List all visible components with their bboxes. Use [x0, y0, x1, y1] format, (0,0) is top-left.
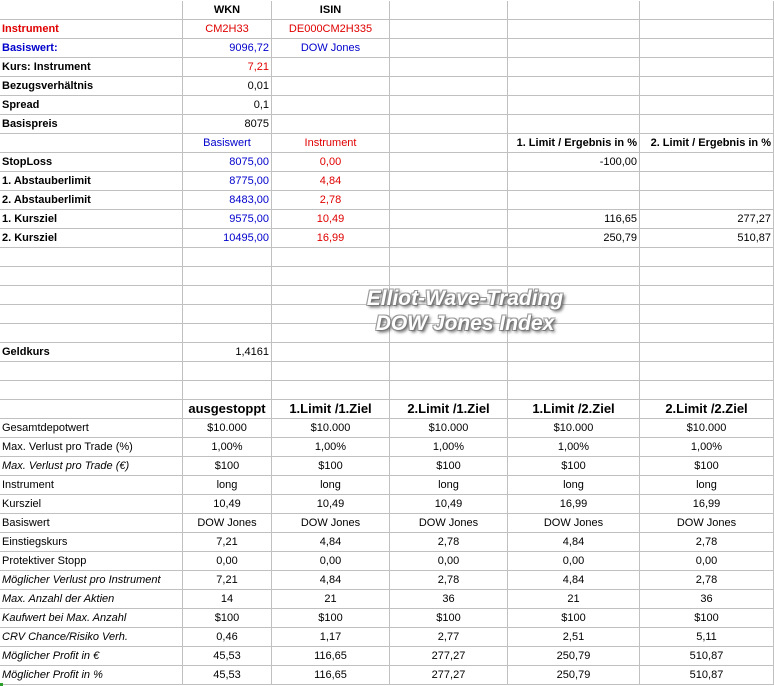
scenario-value[interactable]: 1,00% [390, 438, 508, 457]
empty-cell[interactable] [0, 362, 183, 381]
empty-cell[interactable] [272, 58, 390, 77]
scenario-row-label[interactable]: Protektiver Stopp [0, 552, 183, 571]
empty-cell[interactable] [508, 362, 640, 381]
scenario-value[interactable]: 21 [508, 590, 640, 609]
watermark-logo [320, 286, 610, 336]
scenario-value[interactable]: 510,87 [640, 666, 774, 685]
label-basispreis[interactable]: Basispreis [0, 115, 183, 134]
scenario-value[interactable]: 4,84 [272, 533, 390, 552]
levels-header-limit2[interactable]: 2. Limit / Ergebnis in % [640, 134, 774, 153]
level-limit1[interactable]: 116,65 [508, 210, 640, 229]
scenario-value[interactable]: long [390, 476, 508, 495]
empty-cell[interactable] [508, 39, 640, 58]
scenario-value[interactable]: $100 [183, 457, 272, 476]
value-instrument-isin[interactable]: DE000CM2H335 [272, 20, 390, 39]
level-label[interactable]: StopLoss [0, 153, 183, 172]
scenario-value[interactable]: $100 [508, 457, 640, 476]
scenario-header[interactable]: ausgestoppt [183, 400, 272, 419]
scenario-value[interactable]: $100 [390, 609, 508, 628]
scenario-row-label[interactable]: Möglicher Profit in € [0, 647, 183, 666]
scenario-value[interactable]: 0,46 [183, 628, 272, 647]
watermark-line-1: Elliot-Wave-Trading [366, 287, 564, 310]
scenario-row-label[interactable]: Max. Verlust pro Trade (€) [0, 457, 183, 476]
scenario-value[interactable]: 10,49 [183, 495, 272, 514]
empty-cell[interactable] [0, 381, 183, 400]
scenario-row-label[interactable]: Gesamtdepotwert [0, 419, 183, 438]
level-limit2[interactable] [640, 153, 774, 172]
value-spread[interactable]: 0,1 [183, 96, 272, 115]
empty-cell[interactable] [390, 362, 508, 381]
scenario-value[interactable]: 2,78 [640, 533, 774, 552]
empty-cell[interactable] [508, 343, 640, 362]
empty-cell[interactable] [272, 362, 390, 381]
empty-cell[interactable] [640, 96, 774, 115]
level-instrument[interactable]: 4,84 [272, 172, 390, 191]
scenario-value[interactable]: DOW Jones [390, 514, 508, 533]
value-basispreis[interactable]: 8075 [183, 115, 272, 134]
empty-cell[interactable] [640, 1, 774, 20]
scenario-value[interactable]: $10.000 [640, 419, 774, 438]
label-spread[interactable]: Spread [0, 96, 183, 115]
scenario-row-label[interactable]: Max. Anzahl der Aktien [0, 590, 183, 609]
level-label[interactable]: 2. Kursziel [0, 229, 183, 248]
empty-cell[interactable] [508, 1, 640, 20]
scenario-value[interactable]: $100 [640, 457, 774, 476]
scenario-value[interactable]: 250,79 [508, 666, 640, 685]
value-basiswert-name[interactable]: DOW Jones [272, 39, 390, 58]
empty-cell[interactable] [640, 381, 774, 400]
level-instrument[interactable]: 10,49 [272, 210, 390, 229]
scenario-value[interactable]: 0,00 [390, 552, 508, 571]
scenario-value[interactable]: long [640, 476, 774, 495]
level-limit2[interactable] [640, 191, 774, 210]
empty-cell[interactable] [390, 210, 508, 229]
scenario-value[interactable]: 2,78 [390, 533, 508, 552]
scenario-value[interactable]: $10.000 [272, 419, 390, 438]
empty-cell[interactable] [640, 305, 774, 324]
level-instrument[interactable]: 0,00 [272, 153, 390, 172]
empty-cell[interactable] [640, 343, 774, 362]
empty-cell[interactable] [272, 381, 390, 400]
scenario-value[interactable]: 36 [640, 590, 774, 609]
empty-cell[interactable] [640, 267, 774, 286]
scenario-value[interactable]: 2,78 [390, 571, 508, 590]
scenario-value[interactable]: 0,00 [272, 552, 390, 571]
level-limit1[interactable] [508, 172, 640, 191]
empty-cell[interactable] [508, 96, 640, 115]
scenario-row-label[interactable]: Einstiegskurs [0, 533, 183, 552]
empty-cell[interactable] [390, 229, 508, 248]
levels-header-instrument[interactable]: Instrument [272, 134, 390, 153]
empty-cell[interactable] [640, 20, 774, 39]
scenario-row-label[interactable]: Max. Verlust pro Trade (%) [0, 438, 183, 457]
scenario-value[interactable]: 0,00 [508, 552, 640, 571]
level-label[interactable]: 1. Kursziel [0, 210, 183, 229]
label-basiswert[interactable]: Basiswert: [0, 39, 183, 58]
scenario-value[interactable]: long [272, 476, 390, 495]
empty-cell[interactable] [390, 248, 508, 267]
scenario-value[interactable]: DOW Jones [183, 514, 272, 533]
scenario-value[interactable]: long [183, 476, 272, 495]
level-basiswert[interactable]: 9575,00 [183, 210, 272, 229]
scenario-value[interactable]: $100 [640, 609, 774, 628]
empty-cell[interactable] [0, 305, 183, 324]
empty-cell[interactable] [640, 115, 774, 134]
empty-cell[interactable] [640, 248, 774, 267]
scenario-value[interactable]: 16,99 [508, 495, 640, 514]
empty-cell[interactable] [640, 39, 774, 58]
header-isin[interactable]: ISIN [272, 1, 390, 20]
empty-cell[interactable] [0, 286, 183, 305]
scenario-value[interactable]: $100 [183, 609, 272, 628]
scenario-value[interactable]: 277,27 [390, 647, 508, 666]
empty-cell[interactable] [390, 96, 508, 115]
scenario-row-label[interactable]: Kaufwert bei Max. Anzahl [0, 609, 183, 628]
scenario-value[interactable]: 250,79 [508, 647, 640, 666]
scenario-value[interactable]: 16,99 [640, 495, 774, 514]
level-basiswert[interactable]: 8075,00 [183, 153, 272, 172]
scenario-value[interactable]: 7,21 [183, 533, 272, 552]
empty-cell[interactable] [508, 267, 640, 286]
scenario-row-label[interactable]: Instrument [0, 476, 183, 495]
scenario-value[interactable]: 1,00% [640, 438, 774, 457]
scenario-value[interactable]: 21 [272, 590, 390, 609]
empty-cell[interactable] [0, 324, 183, 343]
scenario-value[interactable]: 0,00 [183, 552, 272, 571]
scenario-value[interactable]: DOW Jones [640, 514, 774, 533]
value-basiswert[interactable]: 9096,72 [183, 39, 272, 58]
value-geldkurs[interactable]: 1,4161 [183, 343, 272, 362]
label-instrument[interactable]: Instrument [0, 20, 183, 39]
level-limit2[interactable] [640, 172, 774, 191]
scenario-value[interactable]: 4,84 [272, 571, 390, 590]
scenario-row-label[interactable]: Basiswert [0, 514, 183, 533]
header-wkn[interactable]: WKN [183, 1, 272, 20]
empty-cell[interactable] [390, 58, 508, 77]
empty-cell[interactable] [183, 324, 272, 343]
scenario-value[interactable]: $10.000 [183, 419, 272, 438]
empty-cell[interactable] [0, 400, 183, 419]
scenario-value[interactable]: 4,84 [508, 533, 640, 552]
levels-header-basiswert[interactable]: Basiswert [183, 134, 272, 153]
scenario-value[interactable]: 0,00 [640, 552, 774, 571]
level-instrument[interactable]: 2,78 [272, 191, 390, 210]
empty-cell[interactable] [183, 267, 272, 286]
scenario-value[interactable]: 36 [390, 590, 508, 609]
empty-cell[interactable] [640, 362, 774, 381]
value-instrument-wkn[interactable]: CM2H33 [183, 20, 272, 39]
empty-cell[interactable] [508, 58, 640, 77]
label-bezugsverhaeltnis[interactable]: Bezugsverhältnis [0, 77, 183, 96]
empty-cell[interactable] [640, 58, 774, 77]
empty-cell[interactable] [183, 286, 272, 305]
scenario-value[interactable]: 7,21 [183, 571, 272, 590]
scenario-value[interactable]: 10,49 [272, 495, 390, 514]
scenario-value[interactable]: $100 [390, 457, 508, 476]
scenario-value[interactable]: 5,11 [640, 628, 774, 647]
empty-cell[interactable] [272, 343, 390, 362]
empty-cell[interactable] [272, 267, 390, 286]
empty-cell[interactable] [508, 20, 640, 39]
scenario-value[interactable]: 1,00% [272, 438, 390, 457]
scenario-value[interactable]: 2,77 [390, 628, 508, 647]
levels-header-limit1[interactable]: 1. Limit / Ergebnis in % [508, 134, 640, 153]
level-limit1[interactable]: 250,79 [508, 229, 640, 248]
empty-cell[interactable] [0, 267, 183, 286]
scenario-value[interactable]: DOW Jones [508, 514, 640, 533]
empty-cell[interactable] [508, 77, 640, 96]
scenario-header[interactable]: 2.Limit /2.Ziel [640, 400, 774, 419]
scenario-value[interactable]: long [508, 476, 640, 495]
level-limit1[interactable]: -100,00 [508, 153, 640, 172]
scenario-value[interactable]: 2,51 [508, 628, 640, 647]
scenario-value[interactable]: 2,78 [640, 571, 774, 590]
scenario-row-label[interactable]: CRV Chance/Risiko Verh. [0, 628, 183, 647]
empty-cell[interactable] [390, 172, 508, 191]
scenario-row-label[interactable]: Kursziel [0, 495, 183, 514]
empty-cell[interactable] [390, 115, 508, 134]
empty-cell[interactable] [390, 39, 508, 58]
scenario-header[interactable]: 2.Limit /1.Ziel [390, 400, 508, 419]
empty-cell[interactable] [390, 1, 508, 20]
empty-cell[interactable] [390, 381, 508, 400]
scenario-value[interactable]: $100 [272, 457, 390, 476]
scenario-header[interactable]: 1.Limit /2.Ziel [508, 400, 640, 419]
empty-cell[interactable] [183, 381, 272, 400]
empty-cell[interactable] [390, 343, 508, 362]
empty-cell[interactable] [390, 134, 508, 153]
scenario-value[interactable]: $10.000 [508, 419, 640, 438]
empty-cell[interactable] [508, 248, 640, 267]
scenario-value[interactable]: $100 [508, 609, 640, 628]
scenario-value[interactable]: 510,87 [640, 647, 774, 666]
scenario-value[interactable]: 1,00% [183, 438, 272, 457]
empty-cell[interactable] [0, 248, 183, 267]
empty-cell[interactable] [640, 324, 774, 343]
label-kurs_instrument[interactable]: Kurs: Instrument [0, 58, 183, 77]
level-label[interactable]: 1. Abstauberlimit [0, 172, 183, 191]
empty-cell[interactable] [183, 248, 272, 267]
empty-cell[interactable] [508, 381, 640, 400]
empty-cell[interactable] [0, 1, 183, 20]
scenario-value[interactable]: DOW Jones [272, 514, 390, 533]
scenario-value[interactable]: 4,84 [508, 571, 640, 590]
label-geldkurs[interactable]: Geldkurs [0, 343, 183, 362]
scenario-value[interactable]: 10,49 [390, 495, 508, 514]
scenario-value[interactable]: $10.000 [390, 419, 508, 438]
empty-cell[interactable] [390, 191, 508, 210]
empty-cell[interactable] [272, 248, 390, 267]
empty-cell[interactable] [272, 77, 390, 96]
scenario-header[interactable]: 1.Limit /1.Ziel [272, 400, 390, 419]
scenario-value[interactable]: 1,00% [508, 438, 640, 457]
empty-cell[interactable] [390, 267, 508, 286]
scenario-value[interactable]: 116,65 [272, 666, 390, 685]
scenario-row-label[interactable]: Möglicher Profit in % [0, 666, 183, 685]
level-limit2[interactable]: 510,87 [640, 229, 774, 248]
level-basiswert[interactable]: 8775,00 [183, 172, 272, 191]
scenario-value[interactable]: 45,53 [183, 647, 272, 666]
empty-cell[interactable] [272, 115, 390, 134]
value-bezugsverhaeltnis[interactable]: 0,01 [183, 77, 272, 96]
level-basiswert[interactable]: 8483,00 [183, 191, 272, 210]
scenario-value[interactable]: $100 [272, 609, 390, 628]
empty-cell[interactable] [640, 77, 774, 96]
level-basiswert[interactable]: 10495,00 [183, 229, 272, 248]
level-limit2[interactable]: 277,27 [640, 210, 774, 229]
empty-cell[interactable] [183, 362, 272, 381]
empty-cell[interactable] [508, 115, 640, 134]
scenario-value[interactable]: 277,27 [390, 666, 508, 685]
value-kurs_instrument[interactable]: 7,21 [183, 58, 272, 77]
empty-cell[interactable] [640, 286, 774, 305]
scenario-value[interactable]: 45,53 [183, 666, 272, 685]
empty-cell[interactable] [390, 153, 508, 172]
empty-cell[interactable] [0, 134, 183, 153]
empty-cell[interactable] [183, 305, 272, 324]
scenario-value[interactable]: 1,17 [272, 628, 390, 647]
scenario-value[interactable]: 116,65 [272, 647, 390, 666]
scenario-row-label[interactable]: Möglicher Verlust pro Instrument [0, 571, 183, 590]
empty-cell[interactable] [390, 20, 508, 39]
scenario-value[interactable]: 14 [183, 590, 272, 609]
empty-cell[interactable] [390, 77, 508, 96]
empty-cell[interactable] [272, 96, 390, 115]
level-label[interactable]: 2. Abstauberlimit [0, 191, 183, 210]
level-limit1[interactable] [508, 191, 640, 210]
level-instrument[interactable]: 16,99 [272, 229, 390, 248]
watermark-line-2: DOW Jones Index [375, 312, 555, 335]
